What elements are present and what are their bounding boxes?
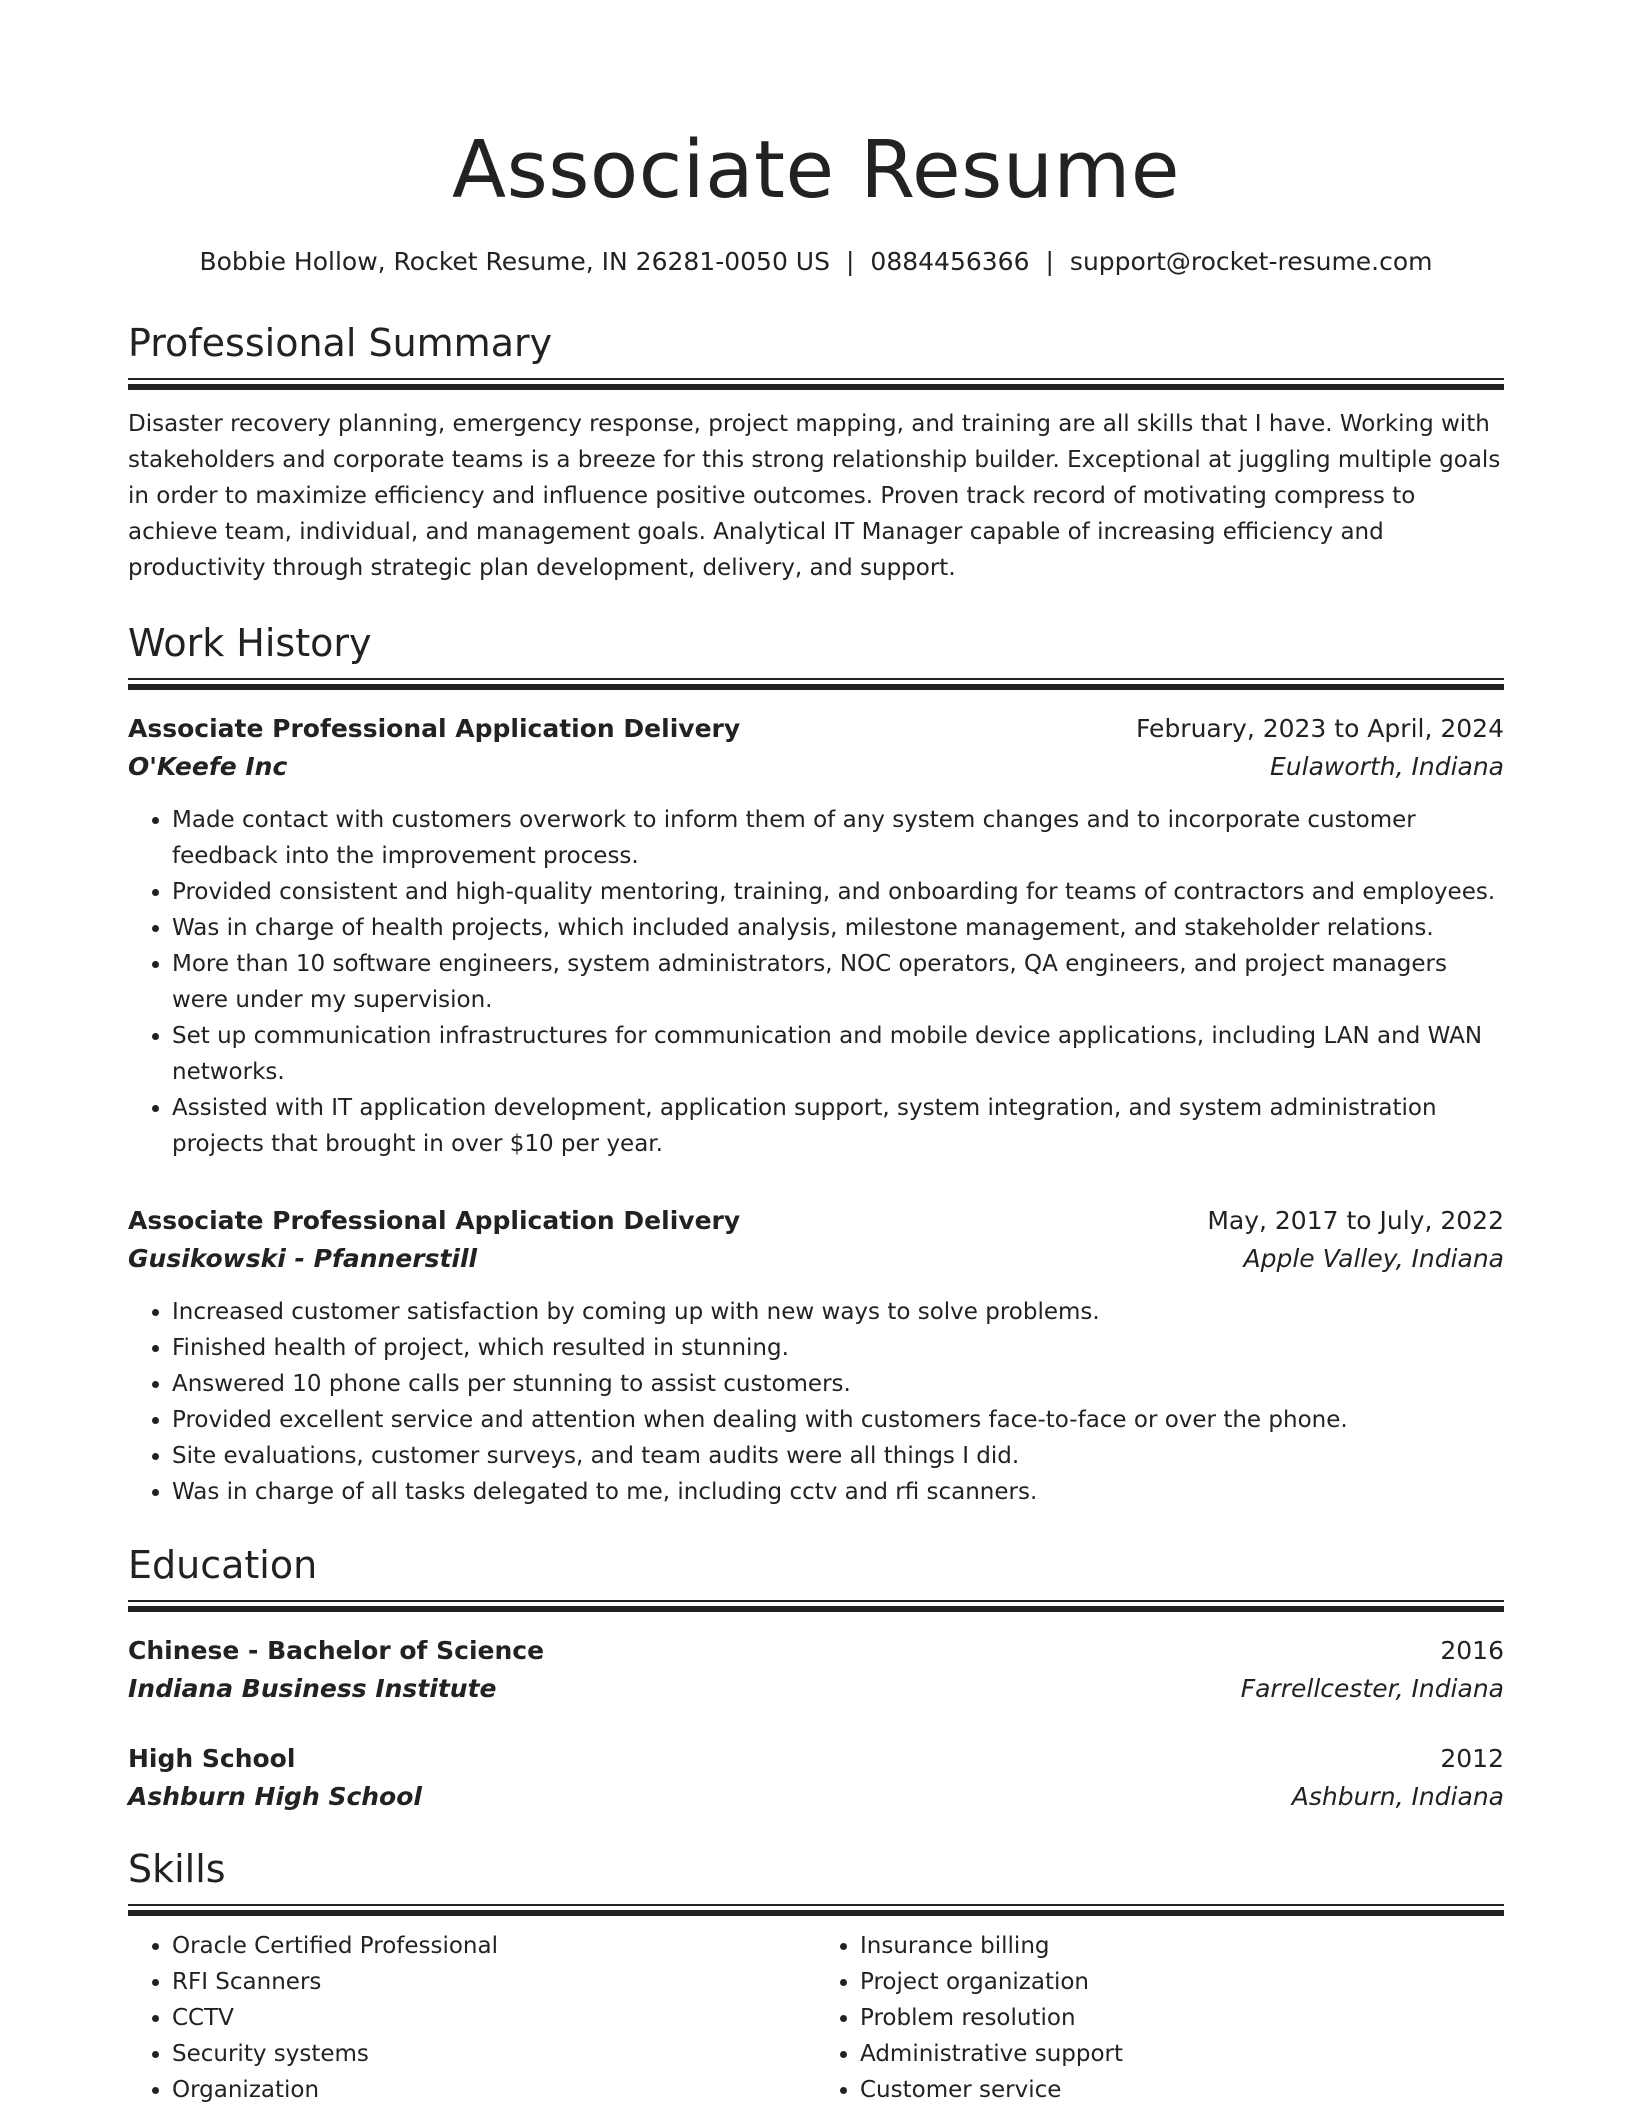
education-section [128, 1540, 1504, 1816]
skills-right-column [816, 1928, 1504, 2108]
education-degree: High School [128, 1744, 296, 1773]
job-header [128, 710, 1504, 748]
summary-section [128, 318, 1504, 586]
education-year: 2016 [1440, 1636, 1504, 1665]
education-entry [128, 1740, 1504, 1816]
education-header [128, 1632, 1504, 1670]
education-year: 2012 [1440, 1744, 1504, 1773]
section-rule [128, 378, 1504, 390]
section-rule [128, 1600, 1504, 1612]
education-school: Ashburn High School [128, 1782, 422, 1811]
list-item: • Increased customer satisfaction by coming up with new ways to solve problems. [172, 1294, 1504, 1330]
list-item: • Finished health of project, which resulted in stunning. [172, 1330, 1504, 1366]
education-subheader [128, 1670, 1504, 1708]
education-location: Ashburn, Indiana [1291, 1782, 1504, 1811]
list-item: • More than 10 software engineers, system administrators, NOC operators, QA engineers, and project managers were under my supervision. [172, 946, 1504, 1018]
job-company: O'Keefe Inc [128, 752, 288, 781]
resume-title: Associate Resume [452, 124, 1180, 216]
education-subheader [128, 1778, 1504, 1816]
skill-item: • RFI Scanners [172, 1964, 816, 2000]
skill-item: • Organization [172, 2072, 816, 2108]
job-header [128, 1202, 1504, 1240]
list-item: • Site evaluations, customer surveys, and team audits were all things I did. [172, 1438, 1504, 1474]
contact-line [128, 244, 1504, 280]
skill-item: • Project organization [860, 1964, 1504, 2000]
skill-item: • Security systems [172, 2036, 816, 2072]
section-rule [128, 678, 1504, 690]
skills-columns [128, 1928, 1504, 2108]
section-heading: Skills [128, 1847, 226, 1891]
education-header [128, 1740, 1504, 1778]
job-location: Eulaworth, Indiana [1270, 752, 1504, 781]
job-bullets [128, 1294, 1504, 1510]
job-entry [128, 1202, 1504, 1510]
summary-text: Disaster recovery planning, emergency response, project mapping, and training are all skills that I have. Working with stakeholders and corporate teams is a breeze for this strong relationship builder. Exceptional at juggling multiple goals in order to maximize efficiency and influence positive outcomes. Proven track record of motivating compress to achieve team, individual, and management goals. Analytical IT Manager capable of increasing efficiency and productivity through strategic plan development, delivery, and support. [128, 411, 1501, 581]
education-location: Farrellcester, Indiana [1240, 1674, 1504, 1703]
contact-separator: | [1045, 247, 1054, 276]
job-dates: February, 2023 to April, 2024 [1136, 714, 1504, 743]
section-heading: Work History [128, 621, 372, 665]
education-entry [128, 1632, 1504, 1708]
job-title: Associate Professional Application Delivery [128, 1206, 741, 1235]
list-item: • Was in charge of all tasks delegated to me, including cctv and rfi scanners. [172, 1474, 1504, 1510]
list-item: • Provided excellent service and attention when dealing with customers face-to-face or over the phone. [172, 1402, 1504, 1438]
job-bullets [128, 802, 1504, 1162]
list-item: • Provided consistent and high-quality mentoring, training, and onboarding for teams of contractors and employees. [172, 874, 1504, 910]
job-subheader [128, 748, 1504, 786]
education-degree: Chinese - Bachelor of Science [128, 1636, 545, 1665]
contact-phone: 0884456366 [870, 247, 1030, 276]
contact-email: support@rocket-resume.com [1069, 247, 1433, 276]
job-subheader [128, 1240, 1504, 1278]
skills-section [128, 1844, 1504, 2108]
education-school: Indiana Business Institute [128, 1674, 497, 1703]
work-history-section [128, 618, 1504, 1510]
section-heading: Professional Summary [128, 321, 553, 365]
skill-item: • Problem resolution [860, 2000, 1504, 2036]
contact-address: Bobbie Hollow, Rocket Resume, IN 26281-0050 US [199, 247, 830, 276]
job-company: Gusikowski - Pfannerstill [128, 1244, 478, 1273]
skill-item: • CCTV [172, 2000, 816, 2036]
job-dates: May, 2017 to July, 2022 [1207, 1206, 1504, 1235]
list-item: • Was in charge of health projects, which included analysis, milestone management, and stakeholder relations. [172, 910, 1504, 946]
list-item: • Made contact with customers overwork to inform them of any system changes and to incorporate customer feedback into the improvement process. [172, 802, 1504, 874]
section-heading: Education [128, 1543, 318, 1587]
skill-item: • Administrative support [860, 2036, 1504, 2072]
list-item: • Set up communication infrastructures for communication and mobile device applications, including LAN and WAN networks. [172, 1018, 1504, 1090]
list-item: • Answered 10 phone calls per stunning to assist customers. [172, 1366, 1504, 1402]
skill-item: • Customer service [860, 2072, 1504, 2108]
job-location: Apple Valley, Indiana [1243, 1244, 1504, 1273]
section-rule [128, 1904, 1504, 1916]
job-entry [128, 710, 1504, 1162]
skill-item: • Insurance billing [860, 1928, 1504, 1964]
job-title: Associate Professional Application Delivery [128, 714, 741, 743]
skill-item: • Oracle Certified Professional [172, 1928, 816, 1964]
contact-separator: | [845, 247, 855, 276]
list-item: • Assisted with IT application development, application support, system integration, and system administration projects that brought in over $10 per year. [172, 1090, 1504, 1162]
skills-left-column [128, 1928, 816, 2108]
